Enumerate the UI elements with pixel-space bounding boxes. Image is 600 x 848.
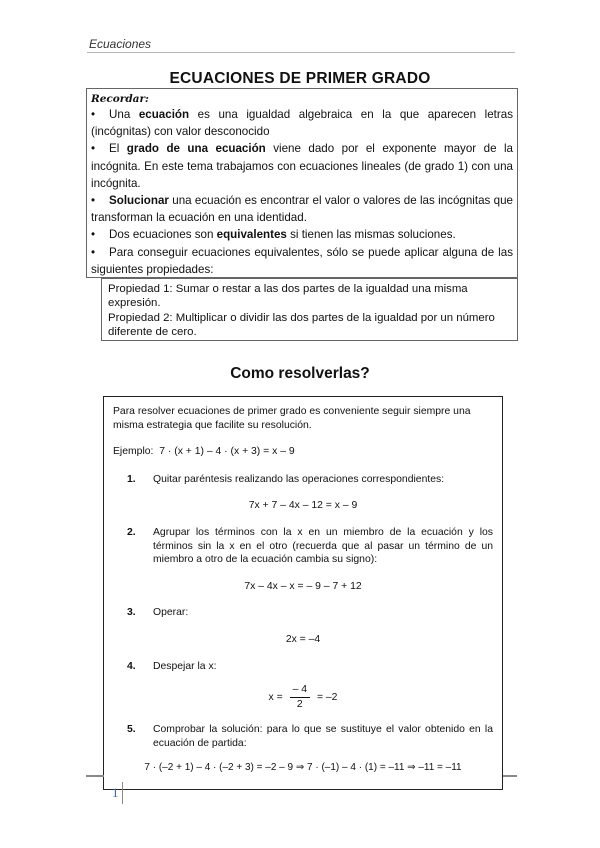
bullet-icon: • (91, 108, 96, 121)
recordar-label: Recordar: (91, 93, 149, 105)
step-5-equation: 7 · (–2 + 1) – 4 · (–2 + 3) = –2 – 9 ⇒ 7 · (–1) – 4 · (1) = –11 ⇒ –11 = –11 (144, 761, 462, 773)
step-2: 2. Agrupar los términos con la x en un miembro de la ecuación y los términos sin la x en el otro (recuerda que al pasar un término de un miembro a otro de la ecuación cambia su signo): (127, 526, 493, 566)
step-4-equation: x = $\frac{- 4}{2}$ = –2 (268, 684, 338, 710)
bullet-grado: • El grado de una ecuación viene dado por el exponente mayor de la incógnita. En este tema trabajamos con ecuaciones lineales (de grado 1) con una incógnita. (91, 142, 514, 190)
bullet-icon: • (91, 142, 96, 156)
bullet-solucionar: • Solucionar una ecuación es encontrar el valor o valores de las incógnitas que transforman la ecuación en una identidad. (91, 194, 513, 225)
page-number-separator (122, 782, 123, 804)
step-1: 1. Quitar paréntesis realizando las operaciones correspondientes: (127, 473, 445, 485)
section-subtitle: Como resolverlas? (230, 365, 370, 382)
running-header: Ecuaciones (89, 37, 152, 51)
fraction: $\frac{- 4}{2}$ (290, 683, 310, 711)
page-number: 1 (112, 785, 119, 800)
example-equation: 7 · (x + 1) – 4 · (x + 3) = x – 9 (159, 446, 295, 458)
example-line: Ejemplo: 7 · (x + 1) – 4 · (x + 3) = x – 9 (113, 446, 295, 458)
step-4: 4. Despejar la x: (127, 660, 217, 672)
properties-box (101, 278, 518, 341)
step-3-equation: 2x = –4 (285, 633, 321, 645)
page-title: ECUACIONES DE PRIMER GRADO (169, 70, 431, 87)
footer-rule-right (503, 775, 517, 777)
bullet-equivalentes: • Dos ecuaciones son equivalentes si tienen las mismas soluciones. (91, 226, 513, 243)
recordar-box (86, 88, 518, 278)
step-2-equation: 7x – 4x – x = – 9 – 7 + 12 (244, 580, 362, 592)
property-2: Propiedad 2: Multiplicar o dividir las dos partes de la igualdad por un número diferente de cero. (108, 311, 495, 339)
bullet-icon: • (91, 245, 96, 259)
step-3: 3. Operar: (127, 607, 189, 619)
bullet-icon: • (91, 194, 96, 208)
bullet-ecuacion: • Una ecuación es una igualdad algebraica en la que aparecen letras (incógnitas) con valor desconocido (91, 108, 513, 139)
bullet-propiedades: • Para conseguir ecuaciones equivalentes, sólo se puede aplicar alguna de las siguientes propiedades: (91, 245, 513, 276)
header-rule (87, 52, 515, 53)
step-5: 5. Comprobar la solución: para lo que se sustituye el valor obtenido en la ecuación de partida: (127, 724, 493, 749)
method-intro: Para resolver ecuaciones de primer grado es conveniente seguir siempre una misma estrategia que facilite su resolución. (113, 406, 471, 431)
method-box (103, 396, 503, 790)
bullet-icon: • (91, 228, 96, 242)
footer-rule-left (86, 775, 104, 777)
step-1-equation: 7x + 7 – 4x – 12 = x – 9 (248, 500, 358, 512)
property-1: Propiedad 1: Sumar o restar a las dos partes de la igualdad una misma expresión. (108, 283, 468, 310)
